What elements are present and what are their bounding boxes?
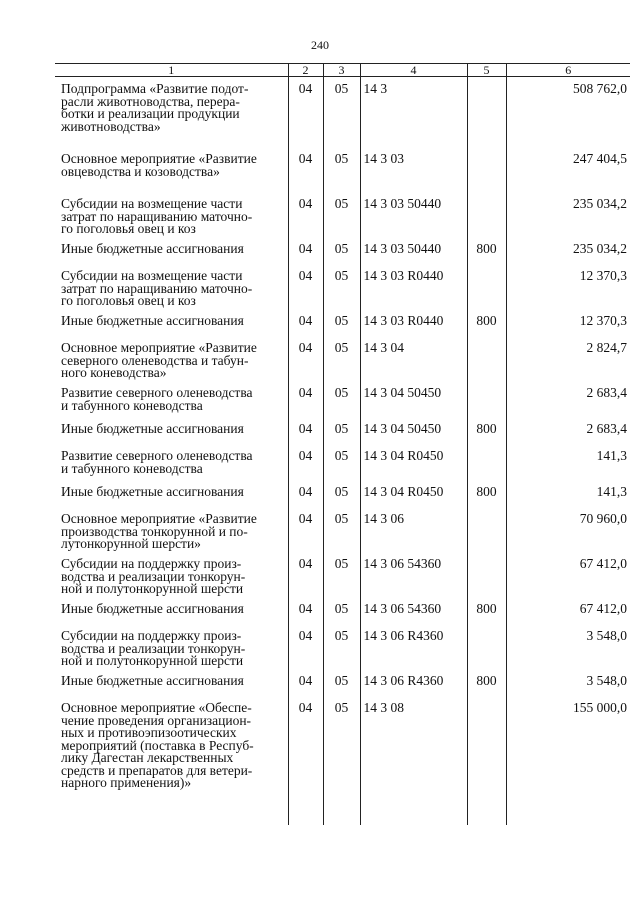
cell-name: Субсидии на поддержку произ- водства и реализации тонкорун- ной и полутонкорунной шерсти — [61, 556, 246, 596]
table-row — [55, 552, 630, 597]
cell-vr: 800 — [467, 480, 506, 507]
cell-name: Субсидии на поддержку произ- водства и реализации тонкорун- ной и полутонкорунной шерсти — [61, 628, 246, 668]
cell-pr: 05 — [323, 264, 360, 309]
table-row — [55, 237, 630, 264]
cell-csr: 14 3 08 — [360, 696, 467, 825]
cell-amount: 141,3 — [506, 444, 630, 480]
cell-amount: 67 412,0 — [506, 597, 630, 624]
table-row — [55, 480, 630, 507]
cell-csr: 14 3 03 R0440 — [360, 264, 467, 309]
column-header: 6 — [506, 64, 630, 77]
cell-name: Подпрограмма «Развитие подот- расли животноводства, перера- ботки и реализации продукции животноводства» — [61, 81, 249, 134]
table-row — [55, 264, 630, 309]
cell-rz: 04 — [288, 237, 323, 264]
column-header: 1 — [55, 64, 288, 77]
cell-pr: 05 — [323, 597, 360, 624]
cell-csr: 14 3 06 54360 — [360, 597, 467, 624]
cell-csr: 14 3 04 R0450 — [360, 444, 467, 480]
cell-amount: 2 683,4 — [506, 417, 630, 444]
cell-vr — [467, 192, 506, 237]
cell-pr: 05 — [323, 309, 360, 336]
cell-name: Основное мероприятие «Обеспе- чение проведения организацион- ных и противоэпизоотических мероприятий (поставка в Респуб- лику Дагестан лекарственных средств и препаратов для ветери- нарного применения)» — [61, 700, 254, 790]
cell-pr: 05 — [323, 444, 360, 480]
cell-name: Субсидии на возмещение части затрат по наращиванию маточно- го поголовья овец и коз — [61, 196, 253, 236]
cell-csr: 14 3 06 54360 — [360, 552, 467, 597]
table-row — [55, 147, 630, 192]
cell-vr — [467, 147, 506, 192]
page-number: 240 — [311, 38, 329, 52]
cell-name: Иные бюджетные ассигнования — [61, 241, 244, 256]
cell-name: Основное мероприятие «Развитие северного оленеводства и табун- ного коневодства» — [61, 340, 257, 380]
table-row — [55, 381, 630, 417]
table-row — [55, 336, 630, 381]
cell-vr — [467, 507, 506, 552]
cell-rz: 04 — [288, 696, 323, 825]
cell-name: Субсидии на возмещение части затрат по наращиванию маточно- го поголовья овец и коз — [61, 268, 253, 308]
cell-csr: 14 3 04 50450 — [360, 417, 467, 444]
cell-csr: 14 3 03 — [360, 147, 467, 192]
cell-vr: 800 — [467, 669, 506, 696]
cell-amount: 235 034,2 — [506, 237, 630, 264]
cell-csr: 14 3 04 R0450 — [360, 480, 467, 507]
cell-name: Иные бюджетные ассигнования — [61, 421, 244, 436]
cell-rz: 04 — [288, 192, 323, 237]
cell-pr: 05 — [323, 77, 360, 148]
cell-vr — [467, 552, 506, 597]
cell-csr: 14 3 06 — [360, 507, 467, 552]
column-header: 3 — [323, 64, 360, 77]
cell-name: Иные бюджетные ассигнования — [61, 484, 244, 499]
table-row — [55, 417, 630, 444]
cell-vr — [467, 77, 506, 148]
cell-vr — [467, 336, 506, 381]
cell-csr: 14 3 03 50440 — [360, 237, 467, 264]
cell-amount: 67 412,0 — [506, 552, 630, 597]
cell-rz: 04 — [288, 381, 323, 417]
cell-pr: 05 — [323, 480, 360, 507]
cell-pr: 05 — [323, 696, 360, 825]
table-row — [55, 507, 630, 552]
cell-csr: 14 3 03 R0440 — [360, 309, 467, 336]
cell-rz: 04 — [288, 264, 323, 309]
cell-name: Развитие северного оленеводства и табунного коневодства — [61, 385, 253, 413]
cell-rz: 04 — [288, 417, 323, 444]
cell-csr: 14 3 — [360, 77, 467, 148]
column-header: 5 — [467, 64, 506, 77]
cell-pr: 05 — [323, 147, 360, 192]
cell-name: Иные бюджетные ассигнования — [61, 601, 244, 616]
cell-rz: 04 — [288, 507, 323, 552]
cell-csr: 14 3 06 R4360 — [360, 669, 467, 696]
cell-rz: 04 — [288, 309, 323, 336]
cell-csr: 14 3 06 R4360 — [360, 624, 467, 669]
table-row — [55, 309, 630, 336]
cell-csr: 14 3 04 50450 — [360, 381, 467, 417]
column-header: 2 — [288, 64, 323, 77]
cell-rz: 04 — [288, 669, 323, 696]
cell-vr: 800 — [467, 417, 506, 444]
cell-pr: 05 — [323, 552, 360, 597]
cell-vr: 800 — [467, 237, 506, 264]
cell-amount: 235 034,2 — [506, 192, 630, 237]
cell-name: Иные бюджетные ассигнования — [61, 313, 244, 328]
column-header: 4 — [360, 64, 467, 77]
cell-vr: 800 — [467, 597, 506, 624]
cell-rz: 04 — [288, 552, 323, 597]
cell-amount: 508 762,0 — [506, 77, 630, 148]
cell-pr: 05 — [323, 507, 360, 552]
cell-amount: 12 370,3 — [506, 309, 630, 336]
cell-name: Основное мероприятие «Развитие овцеводства и козоводства» — [61, 151, 257, 179]
cell-vr — [467, 264, 506, 309]
cell-vr: 800 — [467, 309, 506, 336]
cell-amount: 12 370,3 — [506, 264, 630, 309]
column-number-row — [55, 64, 630, 77]
cell-pr: 05 — [323, 381, 360, 417]
cell-amount: 247 404,5 — [506, 147, 630, 192]
cell-rz: 04 — [288, 480, 323, 507]
cell-name: Основное мероприятие «Развитие производства тонкорунной и по- лутонкорунной шерсти» — [61, 511, 257, 551]
cell-csr: 14 3 03 50440 — [360, 192, 467, 237]
cell-vr — [467, 444, 506, 480]
cell-vr — [467, 624, 506, 669]
cell-name: Иные бюджетные ассигнования — [61, 673, 244, 688]
cell-amount: 155 000,0 — [506, 696, 630, 825]
table-row — [55, 77, 630, 148]
cell-pr: 05 — [323, 336, 360, 381]
cell-name: Развитие северного оленеводства и табунного коневодства — [61, 448, 253, 476]
table-row — [55, 624, 630, 669]
cell-csr: 14 3 04 — [360, 336, 467, 381]
cell-pr: 05 — [323, 624, 360, 669]
cell-amount: 141,3 — [506, 480, 630, 507]
budget-table — [55, 63, 630, 825]
cell-rz: 04 — [288, 77, 323, 148]
cell-rz: 04 — [288, 336, 323, 381]
cell-pr: 05 — [323, 669, 360, 696]
cell-pr: 05 — [323, 417, 360, 444]
cell-vr — [467, 696, 506, 825]
cell-amount: 3 548,0 — [506, 624, 630, 669]
cell-rz: 04 — [288, 444, 323, 480]
table-row — [55, 192, 630, 237]
cell-amount: 70 960,0 — [506, 507, 630, 552]
cell-amount: 3 548,0 — [506, 669, 630, 696]
table-row — [55, 669, 630, 696]
table-row — [55, 696, 630, 825]
cell-amount: 2 683,4 — [506, 381, 630, 417]
table-row — [55, 597, 630, 624]
cell-pr: 05 — [323, 237, 360, 264]
cell-vr — [467, 381, 506, 417]
cell-rz: 04 — [288, 147, 323, 192]
cell-pr: 05 — [323, 192, 360, 237]
cell-amount: 2 824,7 — [506, 336, 630, 381]
cell-rz: 04 — [288, 597, 323, 624]
cell-rz: 04 — [288, 624, 323, 669]
table-row — [55, 444, 630, 480]
